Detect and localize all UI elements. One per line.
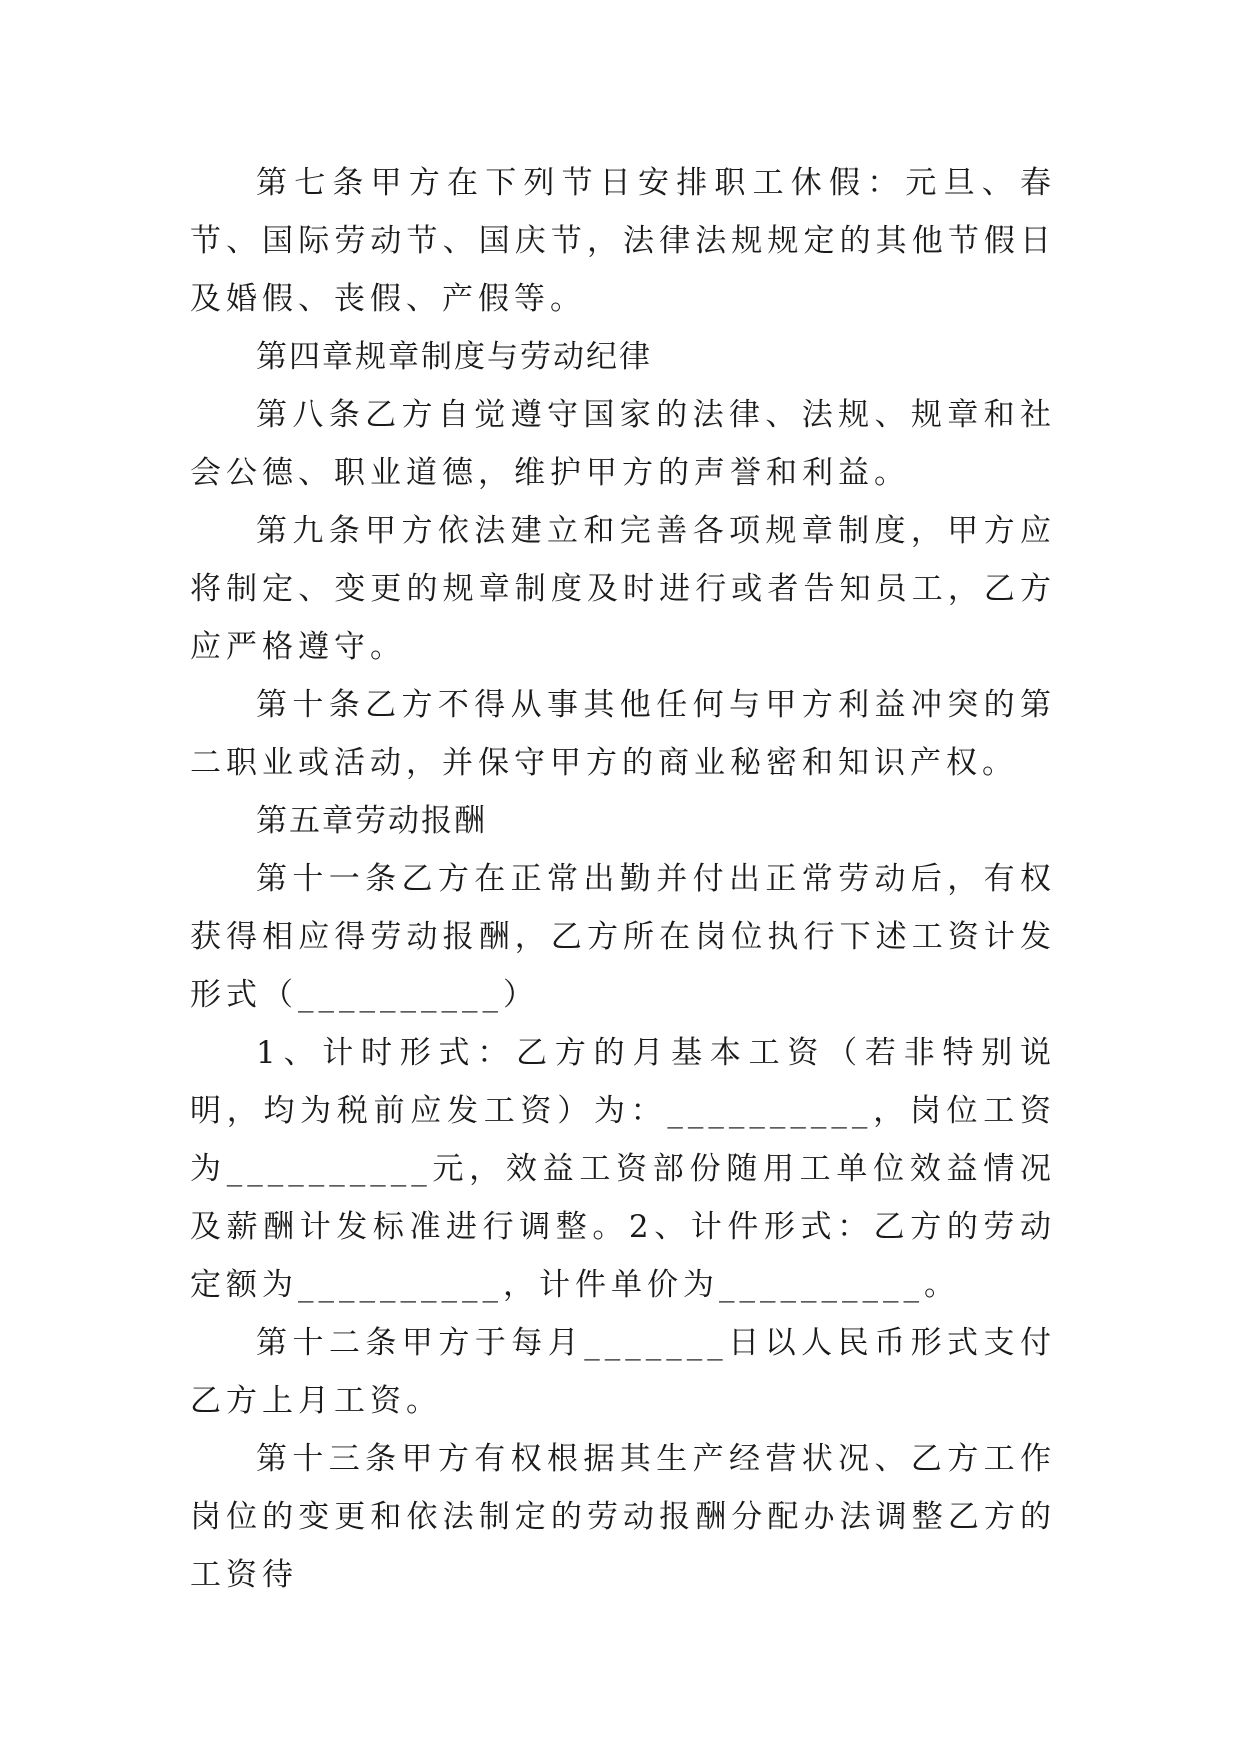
wage-forms-paragraph: 1、计时形式：乙方的月基本工资（若非特别说明，均为税前应发工资）为：__________，岗位工资为__________元，效益工资部份随用工单位效益情况及薪酬计发标准进行调整。2、计件形式：乙方的劳动定额为__________，计件单价为__________。 [190,1035,1056,1303]
article-12-paragraph: 第十二条甲方于每月_______日以人民币形式支付乙方上月工资。 [190,1325,1056,1419]
article-10-paragraph: 第十条乙方不得从事其他任何与甲方利益冲突的第二职业或活动，并保守甲方的商业秘密和知识产权。 [190,687,1056,781]
chapter-4-heading: 第四章规章制度与劳动纪律 [256,339,652,375]
chapter-5-heading: 第五章劳动报酬 [256,803,487,839]
article-9-paragraph: 第九条甲方依法建立和完善各项规章制度，甲方应将制定、变更的规章制度及时进行或者告知员工，乙方应严格遵守。 [190,513,1056,665]
article-7-paragraph: 第七条甲方在下列节日安排职工休假：元旦、春节、国际劳动节、国庆节，法律法规规定的其他节假日及婚假、丧假、产假等。 [190,165,1056,317]
article-8-paragraph: 第八条乙方自觉遵守国家的法律、法规、规章和社会公德、职业道德，维护甲方的声誉和利益。 [190,397,1056,491]
article-13-paragraph: 第十三条甲方有权根据其生产经营状况、乙方工作岗位的变更和依法制定的劳动报酬分配办法调整乙方的工资待 [190,1441,1056,1593]
document-body [190,154,1056,1604]
article-11-paragraph: 第十一条乙方在正常出勤并付出正常劳动后，有权获得相应得劳动报酬，乙方所在岗位执行下述工资计发形式（__________） [190,861,1056,1013]
